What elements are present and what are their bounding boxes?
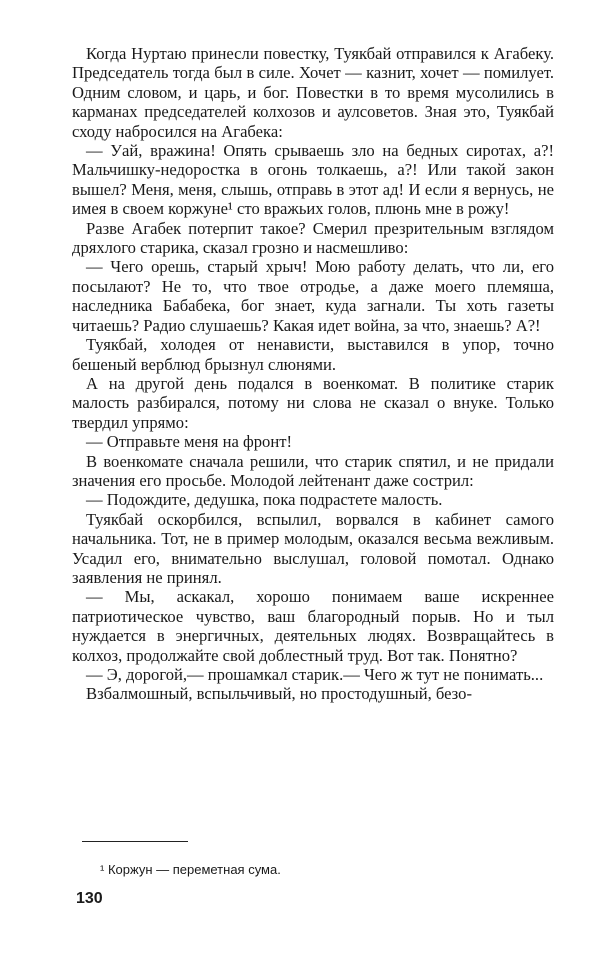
paragraph-5: Туякбай, холодея от ненависти, выставился в упор, точно бешеный верблюд брызнул слюнями. (72, 335, 554, 374)
paragraph-2: — Уай, вражина! Опять срываешь зло на бедных сиротах, а?! Мальчишку-недоростка в огонь толкаешь, а?! Или такой закон вышел? Меня, меня, слышь, отправь в этот ад! И если я вернусь, не имея в своем коржуне¹ сто вражьих голов, плюнь мне в рожу! (72, 141, 554, 219)
paragraph-4: — Чего орешь, старый хрыч! Мою работу делать, что ли, его посылают? Не то, что твое отродье, а даже моего племяша, наследника Бабабека, бог знает, куда загнали. Ты хоть газеты читаешь? Радио слушаешь? Какая идет война, за что, знаешь? А?! (72, 257, 554, 335)
footnote: ¹ Коржун — переметная сума. (100, 862, 281, 877)
page-text (72, 44, 554, 704)
paragraph-11: — Мы, аскакал, хорошо понимаем ваше искреннее патриотическое чувство, ваш благородный порыв. Но и тыл нуждается в энергичных, деятельных людях. Возвращайтесь в колхоз, продолжайте свой доблестный труд. Вот так. Понятно? (72, 587, 554, 665)
paragraph-7: — Отправьте меня на фронт! (86, 432, 292, 452)
paragraph-6: А на другой день подался в военкомат. В политике старик малость разбирался, потому ни слова не сказал о внуке. Только твердил упрямо: (72, 373, 554, 432)
paragraph-8: В военкомате сначала решили, что старик спятил, и не придали значения его просьбе. Молодой лейтенант даже сострил: (72, 451, 554, 490)
paragraph-9: — Подождите, дедушка, пока подрастете малость. (86, 490, 443, 510)
paragraph-12: — Э, дорогой,— прошамкал старик.— Чего ж тут не понимать... (86, 665, 544, 684)
paragraph-10: Туякбай оскорбился, вспылил, ворвался в кабинет самого начальника. Тот, не в пример молодым, оказался весьма вежливым. Усадил его, внимательно выслушал, головой помотал. Однако заявления не принял. (72, 509, 554, 587)
paragraph-13: Взбалмошный, вспыльчивый, но простодушный, безо- (86, 684, 472, 704)
page-number: 130 (76, 890, 103, 907)
footnote-divider (82, 841, 188, 842)
paragraph-3: Разве Агабек потерпит такое? Смерил презрительным взглядом дряхлого старика, сказал грозно и насмешливо: (72, 218, 554, 258)
paragraph-1: Когда Нуртаю принесли повестку, Туякбай отправился к Агабеку. Председатель тогда был в силе. Хочет — казнит, хочет — помилует. Одним словом, и царь, и бог. Повестки в то время мусолились в карманах председателей колхозов и аулсоветов. Зная это, Туякбай сходу набросился на Агабека: (72, 44, 554, 141)
